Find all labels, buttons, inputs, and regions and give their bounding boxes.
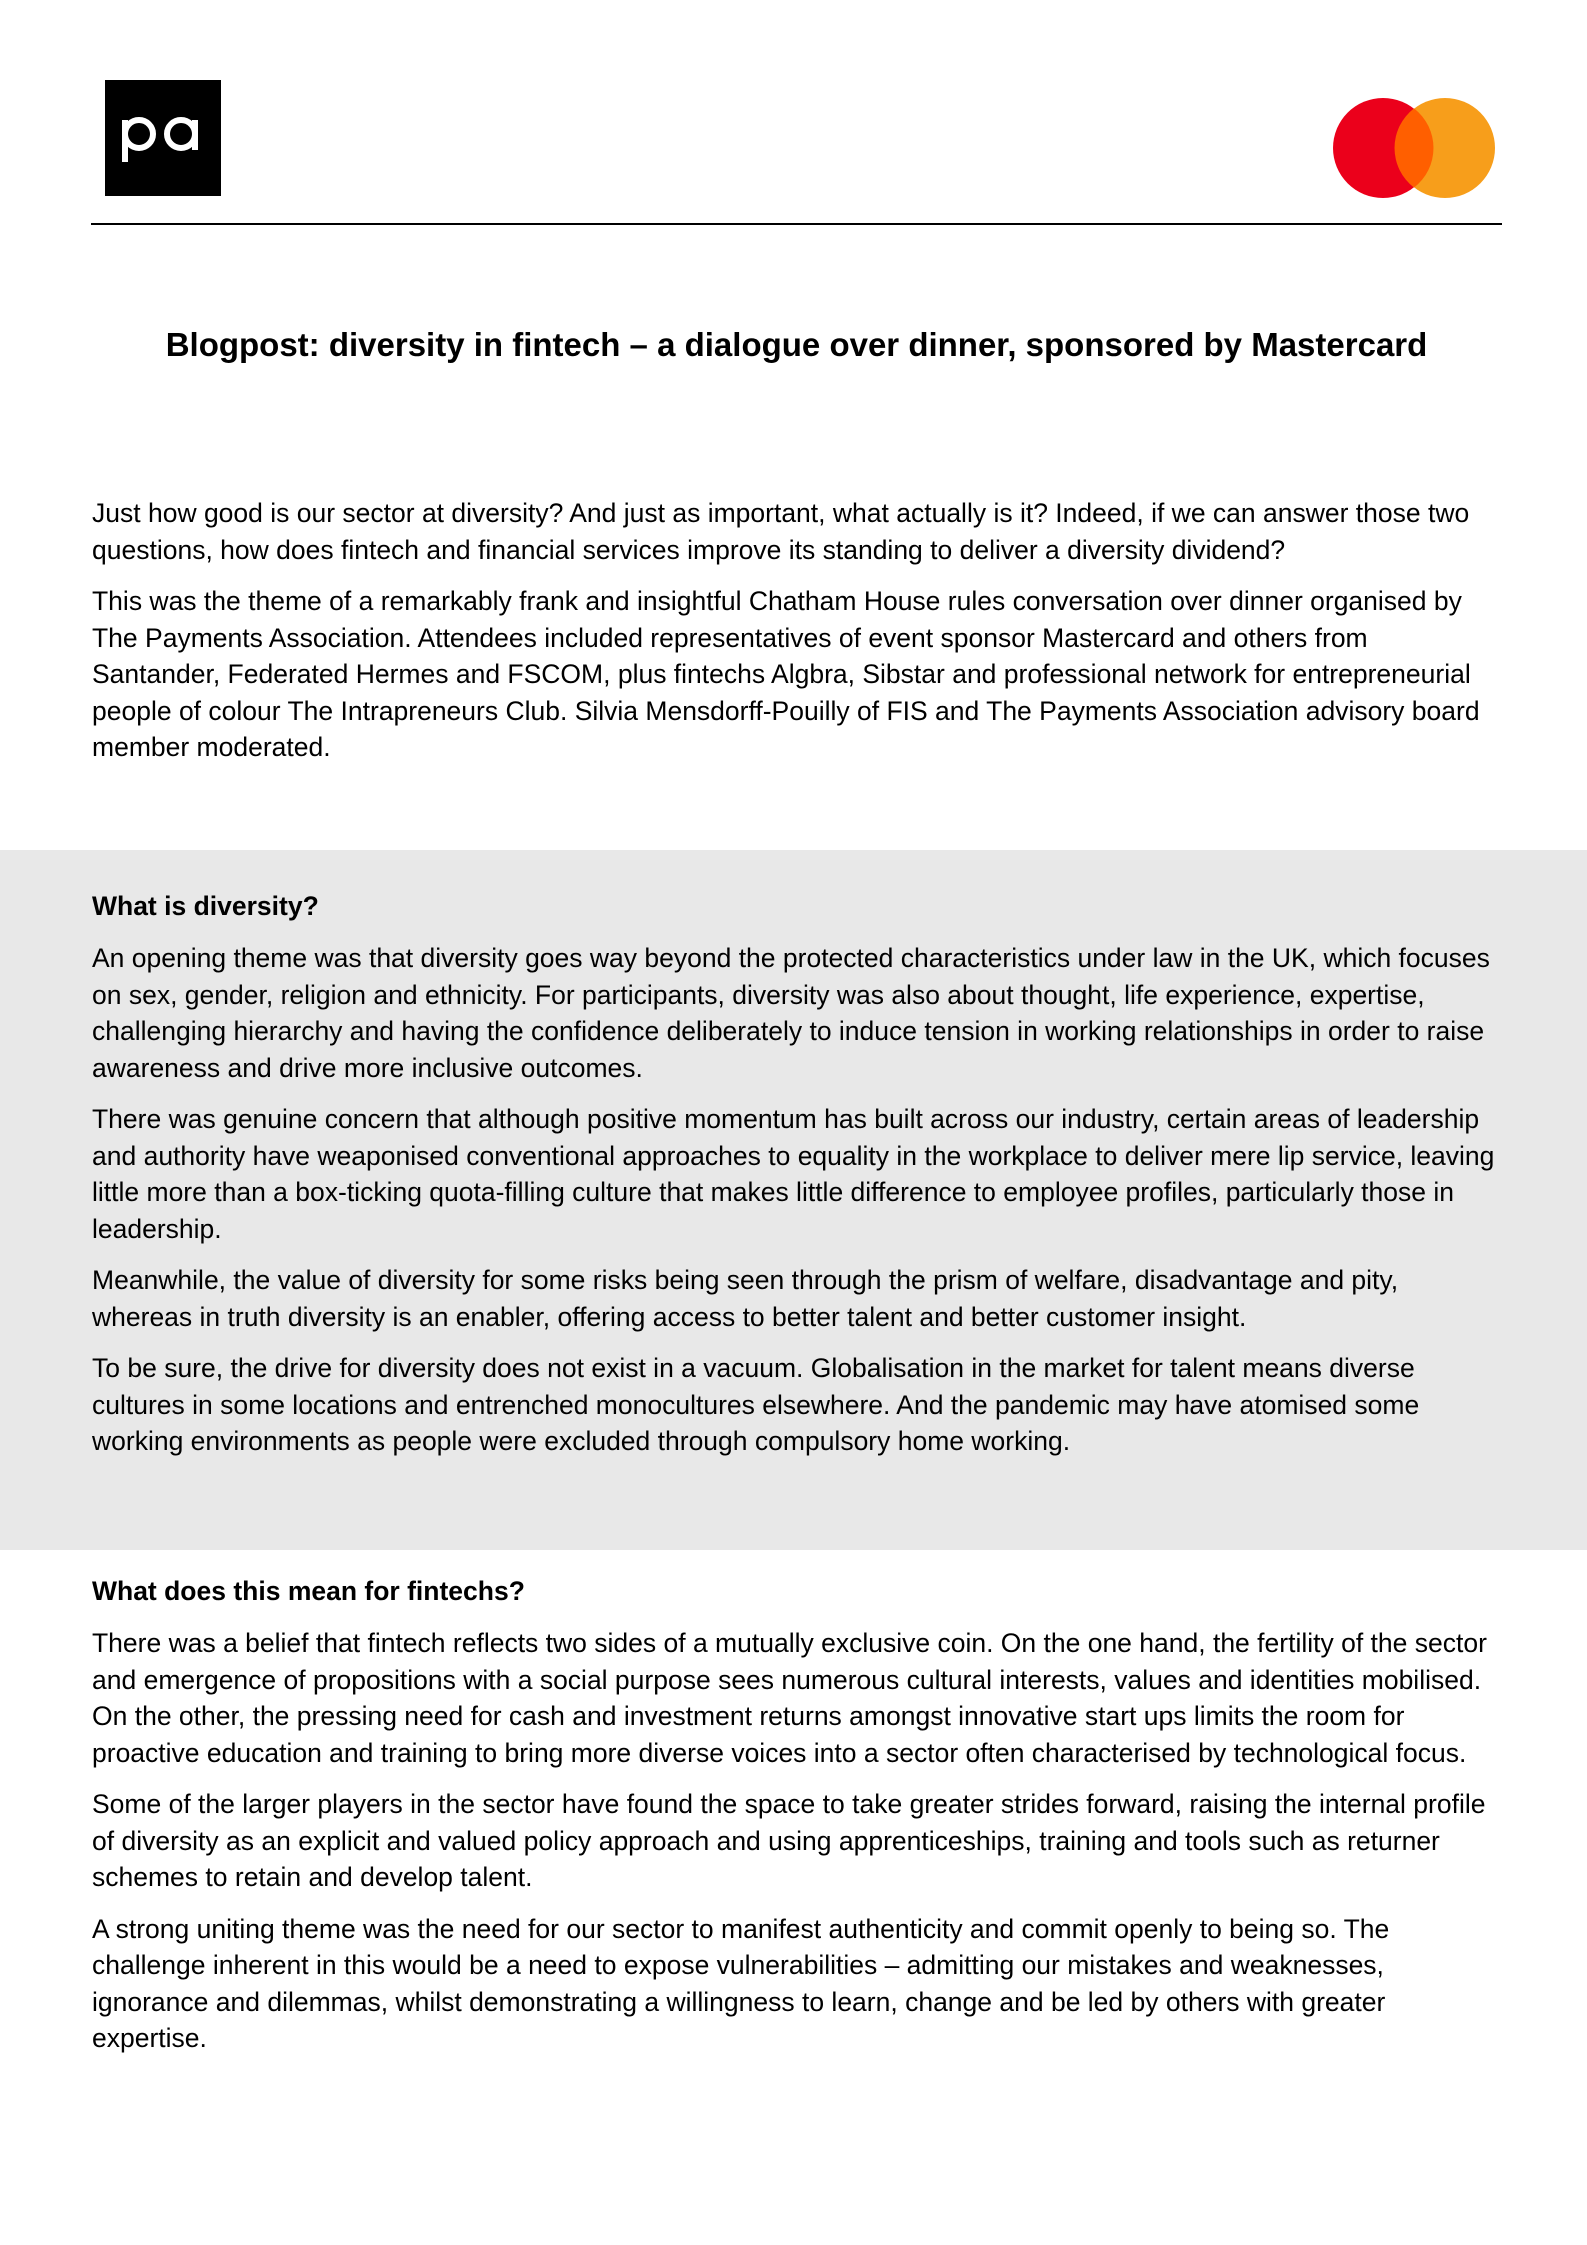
section-heading: What does this mean for fintechs? bbox=[92, 1576, 525, 1606]
section-paragraph: A strong uniting theme was the need for our sector to manifest authenticity and commit openly to being so. The challenge inherent in this would be a need to expose vulnerabilities – admitting our mistakes and weaknesses, ignorance and dilemmas, whilst demonstrating a willingness to learn, change and be led by others with greater expertise. bbox=[92, 1913, 1390, 2053]
payments-association-logo-icon bbox=[105, 80, 221, 196]
section-heading: What is diversity? bbox=[92, 891, 319, 921]
section-paragraph: There was a belief that fintech reflects two sides of a mutually exclusive coin. On the one hand, the fertility of the sector and emergence of propositions with a social purpose sees numerous cultural interests, values and identities mobilised. On the other, the pressing need for cash and investment returns amongst innovative start ups limits the room for proactive education and training to bring more diverse voices into a sector often characterised by technological focus. bbox=[92, 1628, 1487, 1768]
intro-paragraph: Just how good is our sector at diversity? And just as important, what actually is it? Indeed, if we can answer those two questions, how does fintech and financial services improve its standing to deliver a diversity dividend? bbox=[92, 498, 1470, 565]
page-title: Blogpost: diversity in fintech – a dialogue over dinner, sponsored by Mastercard bbox=[165, 326, 1428, 363]
intro-section bbox=[0, 495, 1587, 781]
section-paragraph: Some of the larger players in the sector have found the space to take greater strides forward, raising the internal profile of diversity as an explicit and valued policy approach and using apprenticeships, training and tools such as returner schemes to retain and develop talent. bbox=[92, 1789, 1486, 1892]
pa-logo-glyph bbox=[105, 80, 221, 196]
mastercard-logo-icon bbox=[1333, 98, 1495, 198]
section-paragraph: An opening theme was that diversity goes way beyond the protected characteristics under law in the UK, which focuses on sex, gender, religion and ethnicity. For participants, diversity was also about thought, life experience, expertise, challenging hierarchy and having the confidence deliberately to induce tension in working relationships in order to raise awareness and drive more inclusive outcomes. bbox=[92, 943, 1490, 1083]
section-paragraph: Meanwhile, the value of diversity for some risks being seen through the prism of welfare, disadvantage and pity, whereas in truth diversity is an enabler, offering access to better talent and better customer insight. bbox=[92, 1265, 1399, 1332]
what-is-diversity-section bbox=[0, 850, 1587, 1550]
section-paragraph: There was genuine concern that although positive momentum has built across our industry, certain areas of leadership and authority have weaponised conventional approaches to equality in the workplace to deliver mere lip service, leaving little more than a box-ticking quota-filling culture that makes little difference to employee profiles, particularly those in leadership. bbox=[92, 1104, 1495, 1244]
section-paragraph: To be sure, the drive for diversity does not exist in a vacuum. Globalisation in the market for talent means diverse cultures in some locations and entrenched monocultures elsewhere. And the pandemic may have atomised some working environments as people were excluded through compulsory home working. bbox=[92, 1353, 1420, 1456]
fintechs-section bbox=[0, 1573, 1587, 2072]
header-divider bbox=[91, 223, 1502, 225]
intro-paragraph: This was the theme of a remarkably frank and insightful Chatham House rules conversation over dinner organised by The Payments Association. Attendees included representatives of event sponsor Mastercard and others from Santander, Federated Hermes and FSCOM, plus fintechs Algbra, Sibstar and professional network for entrepreneurial people of colour The Intrapreneurs Club. Silvia Mensdorff-Pouilly of FIS and The Payments Association advisory board member moderated. bbox=[92, 586, 1480, 762]
